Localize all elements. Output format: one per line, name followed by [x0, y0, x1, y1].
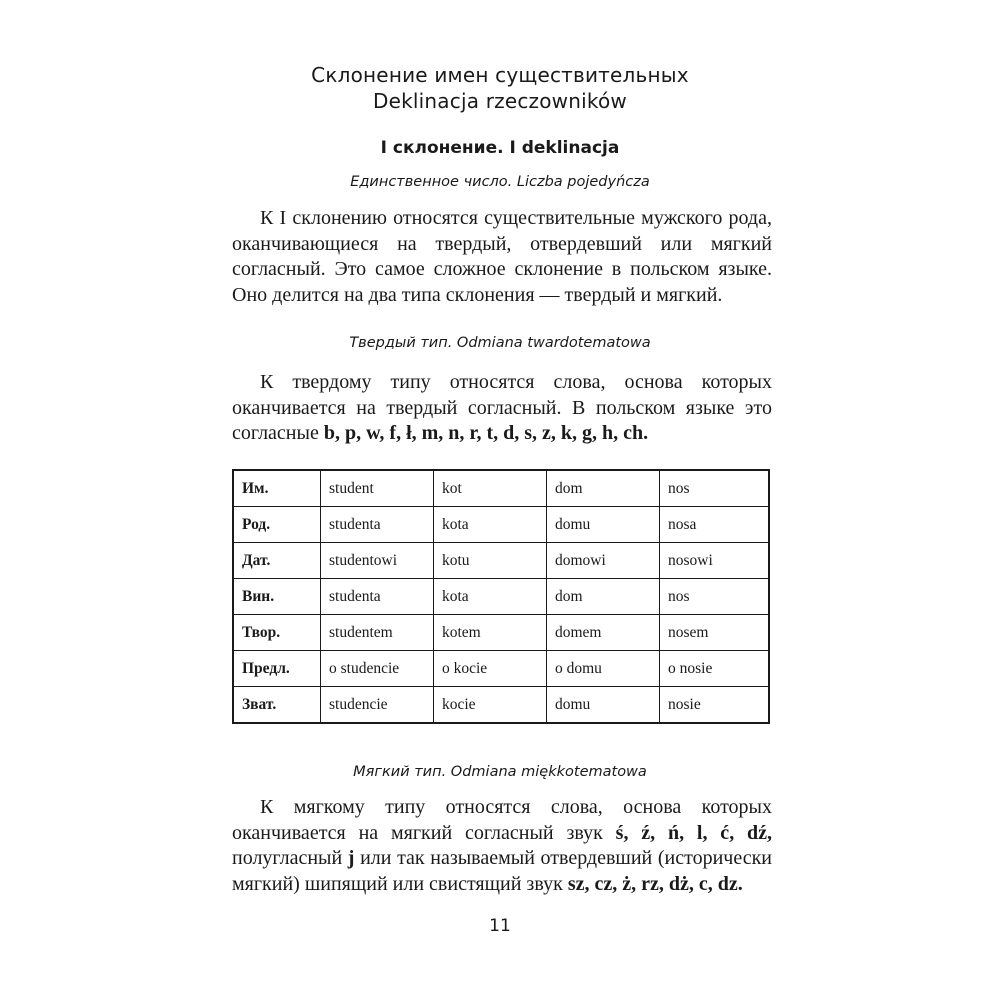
table-cell: domu	[547, 507, 660, 543]
table-cell: o studencie	[321, 651, 434, 687]
hard-type-caption: Твердый тип. Odmiana twardotematowa	[349, 335, 651, 351]
table-cell: kot	[434, 470, 547, 507]
table-cell: dom	[547, 470, 660, 507]
table-row	[233, 579, 769, 615]
declension-table	[232, 469, 770, 724]
table-cell: kocie	[434, 687, 547, 724]
table-cell: domem	[547, 615, 660, 651]
case-label: Вин.	[233, 579, 321, 615]
page-title-polish: Deklinacja rzeczowników	[373, 89, 627, 113]
soft-type-text-a: К мягкому типу относятся слова, основа которых оканчивается на мягкий согласный звук	[232, 796, 772, 844]
table-cell: nosa	[660, 507, 770, 543]
hard-type-text: К твердому типу относятся слова, основа которых оканчивается на твердый согласный. В польском языке это согласные	[232, 371, 772, 444]
soft-type-paragraph	[232, 795, 772, 897]
table-cell: nosem	[660, 615, 770, 651]
soft-type-text-c: или так называемый отвердевший (исторически мягкий) шипящий или свистящий звук	[232, 847, 772, 895]
soft-consonants: ś, ź, ń, l, ć, dź,	[615, 821, 773, 844]
table-cell: nos	[660, 579, 770, 615]
case-label: Дат.	[233, 543, 321, 579]
page-title-russian: Склонение имен существительных	[311, 63, 689, 87]
table-cell: dom	[547, 579, 660, 615]
table-row	[233, 687, 769, 724]
case-label: Род.	[233, 507, 321, 543]
table-row	[233, 651, 769, 687]
table-cell: student	[321, 470, 434, 507]
page-number: 11	[489, 916, 511, 936]
table-cell: studentowi	[321, 543, 434, 579]
table-cell: o nosie	[660, 651, 770, 687]
table-cell: studentem	[321, 615, 434, 651]
table-cell: studenta	[321, 507, 434, 543]
table-cell: nosowi	[660, 543, 770, 579]
intro-paragraph: К I склонению относятся существительные мужского рода, оканчивающиеся на твердый, отвердевший или мягкий согласный. Это самое сложное склонение в польском языке. Оно делится на два типа склонения — твердый и мягкий.	[232, 207, 772, 306]
table-cell: studenta	[321, 579, 434, 615]
soft-type-text-b: полугласный	[232, 847, 343, 869]
table-cell: studencie	[321, 687, 434, 724]
soft-type-caption: Мягкий тип. Odmiana miękkotematowa	[353, 764, 647, 780]
table-row	[233, 615, 769, 651]
hardened-consonants: sz, cz, ż, rz, dż, c, dz.	[567, 872, 743, 895]
case-label: Им.	[233, 470, 321, 507]
case-label: Твор.	[233, 615, 321, 651]
table-cell: kotem	[434, 615, 547, 651]
semivowel-j: j	[347, 847, 355, 869]
section-heading: I склонение. I deklinacja	[380, 138, 620, 158]
table-cell: kota	[434, 579, 547, 615]
hard-type-paragraph	[232, 370, 772, 447]
table-cell: o kocie	[434, 651, 547, 687]
number-caption: Единственное число. Liczba pojedyńcza	[350, 174, 650, 190]
table-cell: kota	[434, 507, 547, 543]
case-label: Предл.	[233, 651, 321, 687]
table-row	[233, 507, 769, 543]
declension-table-body	[233, 470, 769, 723]
hard-consonants: b, p, w, f, ł, m, n, r, t, d, s, z, k, g, h, ch.	[323, 422, 649, 444]
table-row	[233, 470, 769, 507]
table-cell: domowi	[547, 543, 660, 579]
table-cell: nos	[660, 470, 770, 507]
case-label: Зват.	[233, 687, 321, 724]
table-cell: domu	[547, 687, 660, 724]
table-row	[233, 543, 769, 579]
table-cell: nosie	[660, 687, 770, 724]
table-cell: o domu	[547, 651, 660, 687]
table-cell: kotu	[434, 543, 547, 579]
